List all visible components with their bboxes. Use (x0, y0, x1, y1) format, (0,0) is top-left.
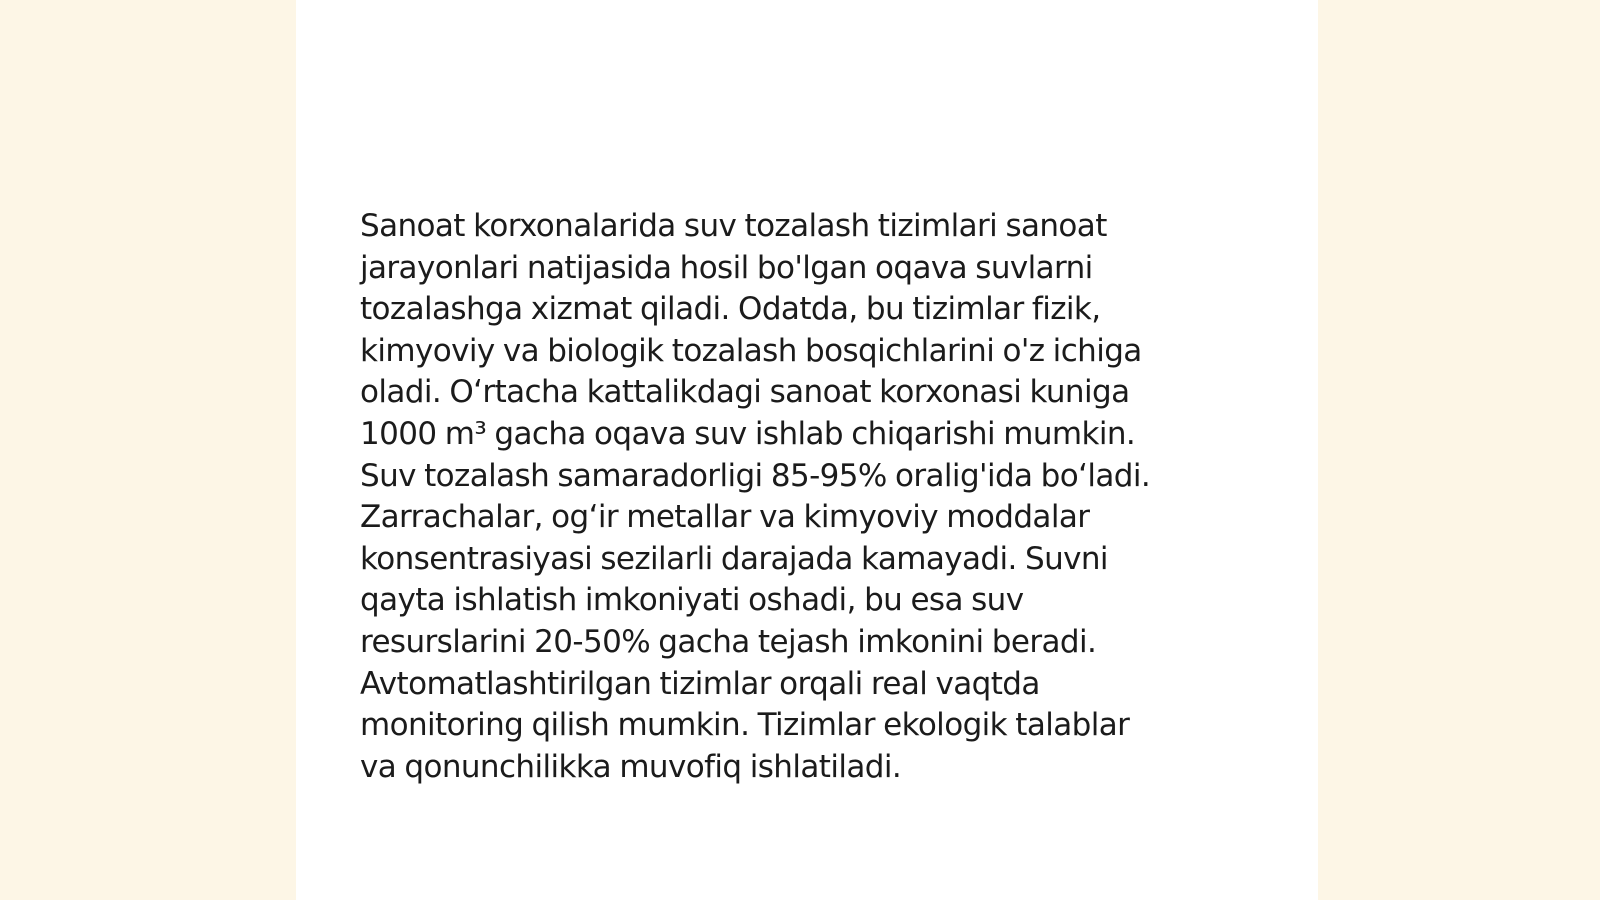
paragraph-line: 1000 m³ gacha oqava suv ishlab chiqarishi mumkin. (360, 415, 1136, 452)
paragraph-line: va qonunchilikka muvofiq ishlatiladi. (360, 748, 902, 785)
paragraph-line: resurslarini 20-50% gacha tejash imkonini beradi. (360, 623, 1097, 660)
paragraph-line: monitoring qilish mumkin. Tizimlar ekologik talablar (360, 707, 1130, 744)
paragraph-line: Zarrachalar, og‘ir metallar va kimyoviy moddalar (360, 499, 1090, 536)
paragraph-line: oladi. O‘rtacha kattalikdagi sanoat korxonasi kuniga (360, 374, 1130, 411)
right-margin-background (1318, 0, 1600, 900)
paragraph-line: Sanoat korxonalarida suv tozalash tizimlari sanoat (360, 208, 1107, 244)
paragraph-line: tozalashga xizmat qiladi. Odatda, bu tizimlar fizik, (360, 291, 1101, 328)
paragraph-line: Suv tozalash samaradorligi 85-95% oralig'ida bo‘ladi. (360, 457, 1151, 494)
paragraph-line: qayta ishlatish imkoniyati oshadi, bu esa suv (360, 582, 1024, 619)
paragraph-line: Avtomatlashtirilgan tizimlar orqali real vaqtda (360, 665, 1040, 702)
paragraph-line: kimyoviy va biologik tozalash bosqichlarini o'z ichiga (360, 332, 1142, 369)
paragraph-line: konsentrasiyasi sezilarli darajada kamayadi. Suvni (360, 540, 1108, 577)
left-margin-background (0, 0, 296, 900)
paragraph-line: jarayonlari natijasida hosil bo'lgan oqava suvlarni (360, 249, 1093, 286)
body-paragraph (360, 206, 1260, 788)
document-page (296, 0, 1318, 900)
